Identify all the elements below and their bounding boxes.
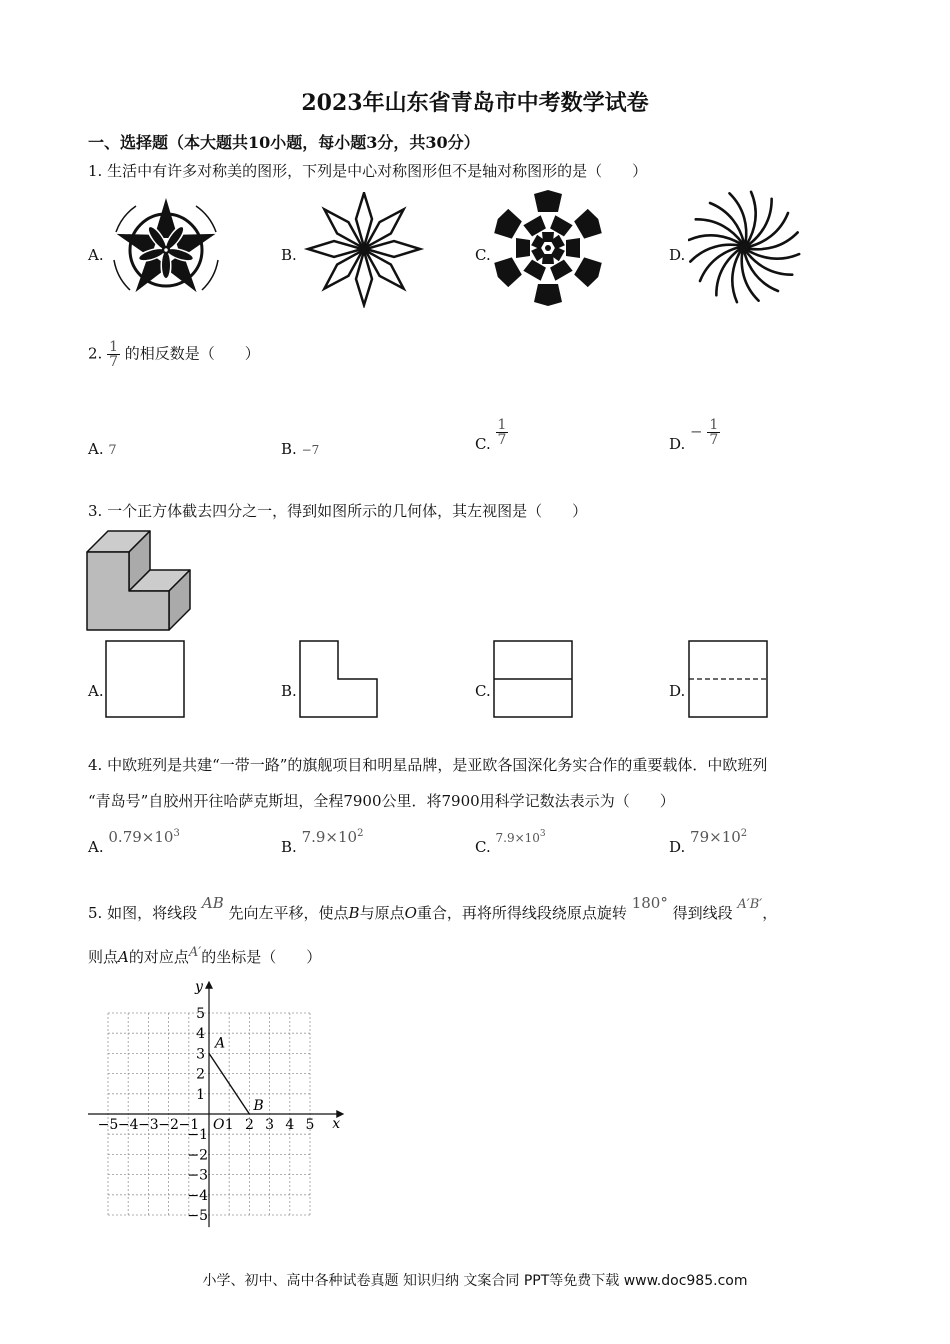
q5-text-2: 先向左平移，使点 — [228, 904, 349, 922]
q4-option-a-exponent: 3 — [173, 828, 180, 839]
q2-option-d-sign: − — [690, 422, 703, 441]
q1-option-c-label: C. — [475, 246, 491, 264]
q4-option-d-mantissa: 79×10 — [690, 828, 741, 846]
q3-option-b-figure — [299, 640, 381, 720]
q3-option-d-figure — [688, 640, 770, 720]
q2-fraction — [107, 340, 120, 369]
q4-line2: “青岛号”自胶州开往哈萨克斯坦，全程7900公里．将7900用科学记数法表示为（ ） — [88, 792, 675, 810]
q5-angle: 180° — [631, 894, 668, 912]
q4-option-d-label: D. — [669, 838, 686, 856]
q1-stem: 1. 生活中有许多对称美的图形，下列是中心对称图形但不是轴对称图形的是（ ） — [88, 162, 648, 180]
y-tick-label: 5 — [196, 1006, 205, 1022]
tick-labels — [98, 1006, 315, 1224]
q4-option-c-exponent: 3 — [539, 829, 546, 839]
segment-ab — [209, 1035, 264, 1114]
q1-option-a-label: A. — [88, 246, 104, 264]
q4-option-c-label: C. — [475, 838, 491, 856]
q5-line2 — [88, 940, 322, 966]
q5-text-8: 的对应点 — [128, 948, 189, 966]
q2-option-c-numerator: 1 — [497, 417, 507, 433]
q2-option-b-label: B. — [281, 440, 297, 458]
q1-option-b-figure — [300, 192, 428, 308]
q2-option-c-fraction — [496, 418, 509, 447]
q2-option-c-label: C. — [475, 434, 491, 453]
q2-option-a — [88, 440, 117, 458]
x-tick-label: 5 — [305, 1117, 315, 1133]
q5-text-9: 的坐标是（ ） — [201, 948, 322, 966]
q5-line1 — [88, 892, 778, 922]
q1-option-d-label: D. — [669, 246, 686, 264]
q3-option-b-label: B. — [281, 682, 297, 700]
q4-option-b-mantissa: 7.9×10 — [301, 828, 358, 846]
q5-segment-ab-prime: A′B′ — [737, 897, 763, 912]
x-tick-label: −2 — [158, 1117, 179, 1133]
x-tick-label: 1 — [224, 1117, 234, 1133]
y-axis-arrow — [205, 981, 213, 989]
q4-option-c — [475, 828, 546, 856]
x-tick-label: 2 — [244, 1117, 254, 1133]
q2-number: 2. — [88, 344, 103, 363]
q3-option-c-figure — [493, 640, 575, 720]
q2-stem — [88, 340, 260, 369]
q5-text-7: 则点 — [88, 948, 119, 966]
q5-text-5: 得到线段 — [672, 904, 733, 922]
q2-fraction-denominator: 7 — [109, 354, 119, 370]
y-tick-label: −1 — [187, 1127, 208, 1144]
q1-option-d-figure — [688, 188, 804, 304]
q5-point-a-prime: A′ — [188, 945, 202, 960]
q3-option-d-label: D. — [669, 682, 686, 700]
q2-option-d-label: D. — [669, 434, 686, 453]
y-tick-label: 4 — [196, 1026, 205, 1043]
point-a-label: A — [215, 1035, 226, 1052]
q4-option-a — [88, 828, 180, 856]
q4-line1: 4. 中欧班列是共建“一带一路”的旗舰项目和明星品牌，是亚欧各国深化务实合作的重要载体．中欧班列 — [88, 756, 768, 774]
coordinate-graph — [88, 978, 348, 1228]
y-tick-label: 3 — [196, 1046, 205, 1063]
q5-text-4: 重合，再将所得线段绕原点旋转 — [416, 904, 627, 922]
q2-option-a-value: 7 — [108, 443, 117, 458]
q3-solid-figure — [86, 530, 194, 634]
q5-text-3: 与原点 — [359, 904, 405, 922]
x-tick-label: −5 — [97, 1117, 119, 1133]
y-tick-label: 1 — [196, 1086, 205, 1103]
point-b-label: B — [253, 1098, 264, 1114]
q4-option-a-label: A. — [88, 838, 104, 856]
q5-point-b: B — [348, 904, 360, 922]
q4-option-d — [669, 828, 748, 856]
q2-option-d — [669, 417, 720, 453]
q2-option-d-denominator: 7 — [709, 432, 719, 448]
q3-option-a-label: A. — [88, 682, 104, 700]
x-tick-label: −1 — [178, 1117, 200, 1133]
q5-text-6: ， — [762, 904, 778, 922]
page-footer: 小学、初中、高中各种试卷真题 知识归纳 文案合同 PPT等免费下载 www.doc985.com — [202, 1273, 748, 1289]
q3-stem: 3. 一个正方体截去四分之一，得到如图所示的几何体，其左视图是（ ） — [88, 502, 588, 520]
x-tick-label: 3 — [265, 1117, 275, 1133]
y-axis-label: y — [195, 978, 203, 995]
x-tick-label: −4 — [117, 1117, 139, 1133]
x-axis-label: x — [332, 1116, 341, 1132]
q2-option-b — [281, 440, 319, 458]
q2-option-b-value: −7 — [301, 443, 320, 457]
q1-option-a-figure — [104, 192, 228, 308]
x-tick-label: 4 — [285, 1117, 295, 1133]
q5-origin-o: O — [404, 904, 417, 922]
q3-option-c-label: C. — [475, 682, 491, 700]
q2-option-d-numerator: 1 — [709, 417, 719, 433]
q2-fraction-numerator: 1 — [109, 339, 119, 355]
y-tick-label: −4 — [187, 1187, 208, 1204]
q1-option-b-label: B. — [281, 246, 297, 264]
q4-option-b — [281, 828, 364, 856]
q1-option-c-figure — [492, 190, 604, 306]
q4-option-d-exponent: 2 — [740, 828, 748, 839]
x-tick-label: −3 — [138, 1117, 159, 1133]
q2-option-a-label: A. — [88, 440, 104, 458]
axes — [88, 979, 344, 1227]
q4-option-a-mantissa: 0.79×10 — [108, 828, 174, 846]
origin-label: O — [213, 1117, 225, 1133]
q4-option-b-exponent: 2 — [357, 828, 364, 839]
y-tick-label: −5 — [187, 1208, 208, 1224]
q3-option-a-figure — [105, 640, 187, 720]
page-title: 2023年山东省青岛市中考数学试卷 — [301, 90, 649, 116]
y-tick-label: −2 — [187, 1147, 208, 1164]
y-tick-label: 2 — [196, 1066, 205, 1083]
q2-option-c-denominator: 7 — [497, 432, 507, 448]
q5-text-1: 5. 如图，将线段 — [88, 904, 198, 922]
q4-option-c-mantissa: 7.9×10 — [495, 831, 540, 845]
q2-option-c — [475, 417, 508, 453]
y-tick-label: −3 — [187, 1167, 208, 1184]
q4-option-b-label: B. — [281, 838, 297, 856]
q2-option-d-fraction — [707, 418, 720, 447]
section-heading: 一、选择题（本大题共10小题，每小题3分，共30分） — [88, 133, 480, 152]
q5-point-a: A — [118, 948, 129, 966]
q5-segment-ab: AB — [201, 894, 224, 912]
q2-stem-text: 的相反数是（ ） — [124, 344, 260, 363]
